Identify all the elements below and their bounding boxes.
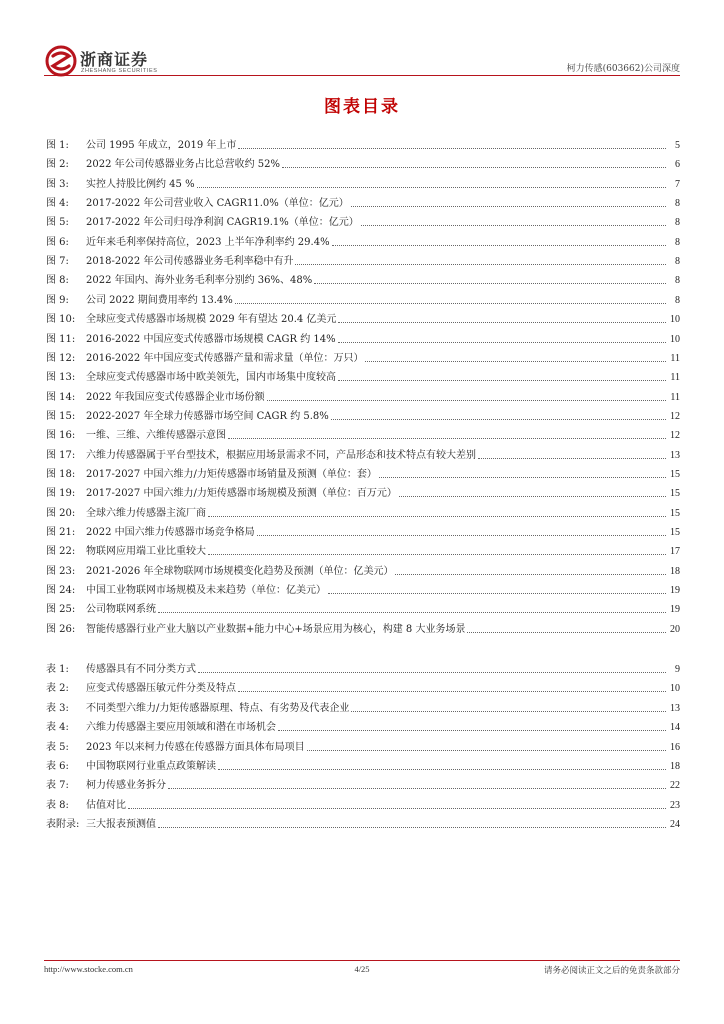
entry-page-number: 8	[675, 275, 680, 287]
entry-label: 图 14:	[46, 391, 76, 403]
entry-page-number: 17	[670, 546, 680, 558]
dot-leader	[218, 769, 666, 770]
entry-title: 2022 年公司传感器业务占比总营收约 52%	[86, 159, 281, 171]
figure-entry[interactable]	[46, 405, 680, 423]
entry-page-number: 19	[670, 604, 680, 616]
page-header	[0, 0, 724, 80]
entry-title: 公司物联网系统	[86, 604, 156, 616]
entry-title: 近年来毛利率保持高位，2023 上半年净利率约 29.4%	[86, 236, 330, 248]
entry-page-number: 8	[675, 198, 680, 210]
dot-leader	[228, 438, 666, 439]
figure-entry[interactable]	[46, 502, 680, 520]
figure-entry[interactable]	[46, 269, 680, 287]
entry-label: 表 5:	[46, 741, 69, 753]
entry-title: 2022-2027 年全球力传感器市场空间 CAGR 约 5.8%	[86, 410, 329, 422]
dot-leader	[399, 496, 666, 497]
dot-leader	[365, 361, 666, 362]
entry-page-number: 10	[670, 683, 680, 695]
table-entry[interactable]	[46, 794, 680, 812]
entry-title: 公司 2022 期间费用率约 13.4%	[86, 294, 233, 306]
entry-title: 2017-2027 中国六维力/力矩传感器市场销量及预测（单位：套）	[86, 468, 377, 480]
entry-title: 2022 年国内、海外业务毛利率分别约 36%、48%	[86, 275, 313, 287]
entry-label: 图 11:	[46, 333, 76, 345]
figure-entry[interactable]	[46, 231, 680, 249]
entry-title: 不同类型六维力/力矩传感器原理、特点、有劣势及代表企业	[86, 702, 350, 714]
entry-title: 传感器具有不同分类方式	[86, 664, 196, 675]
entry-page-number: 9	[675, 664, 680, 675]
table-entry[interactable]	[46, 716, 680, 734]
entry-label: 图 2:	[46, 159, 69, 171]
figure-entry[interactable]	[46, 308, 680, 326]
entry-label: 表附录:	[46, 819, 80, 831]
entry-page-number: 15	[670, 468, 680, 480]
figure-entry[interactable]	[46, 560, 680, 578]
entry-title: 2017-2022 年公司营业收入 CAGR11.0%（单位：亿元）	[86, 198, 349, 210]
dot-leader	[331, 419, 666, 420]
entry-label: 图 1:	[46, 140, 69, 151]
figure-entry[interactable]	[46, 598, 680, 616]
entry-page-number: 8	[675, 256, 680, 268]
entry-label: 图 16:	[46, 430, 76, 442]
entry-label: 表 1:	[46, 664, 69, 675]
entry-title: 2021-2026 年全球物联网市场规模变化趋势及预测（单位：亿美元）	[86, 565, 394, 577]
entry-title: 六维力传感器属于平台型技术，根据应用场景需求不同，产品形态和技术特点有较大差别	[86, 449, 476, 461]
dot-leader	[257, 535, 666, 536]
entry-page-number: 24	[670, 819, 680, 831]
figure-entry[interactable]	[46, 482, 680, 500]
entry-title: 应变式传感器压敏元件分类及特点	[86, 683, 236, 695]
entry-label: 表 6:	[46, 761, 69, 772]
dot-leader	[361, 225, 666, 226]
dot-leader	[328, 593, 666, 594]
figure-entry[interactable]	[46, 540, 680, 558]
entry-label: 表 8:	[46, 799, 69, 811]
entry-title: 全球六维力传感器主流厂商	[86, 507, 206, 519]
entry-title: 实控人持股比例约 45 %	[86, 178, 195, 190]
dot-leader	[158, 612, 666, 613]
figure-entry[interactable]	[46, 192, 680, 210]
entry-title: 估值对比	[86, 799, 126, 811]
dot-leader	[267, 400, 666, 401]
entry-label: 图 21:	[46, 527, 76, 538]
logo-text-cn: 浙商证券	[80, 50, 149, 69]
figure-entry[interactable]	[46, 250, 680, 268]
dot-leader	[395, 574, 666, 575]
entry-page-number: 15	[670, 507, 680, 519]
dot-leader	[168, 788, 666, 789]
footer-page-number: 4/25	[354, 964, 370, 974]
entry-label: 图 24:	[46, 585, 76, 597]
footer-divider	[44, 960, 680, 961]
entry-title: 六维力传感器主要应用领域和潜在市场机会	[86, 722, 276, 734]
entry-page-number: 8	[675, 294, 680, 306]
dot-leader	[314, 283, 666, 284]
entry-label: 图 13:	[46, 372, 76, 384]
entry-label: 图 20:	[46, 507, 76, 519]
entry-label: 图 4:	[46, 198, 69, 210]
entry-page-number: 13	[670, 449, 680, 461]
entry-label: 表 2:	[46, 683, 69, 695]
entry-title: 2022 年我国应变式传感器企业市场份额	[86, 391, 265, 403]
entry-page-number: 22	[670, 780, 680, 792]
figure-entry[interactable]	[46, 521, 680, 539]
entry-label: 图 12:	[46, 352, 76, 364]
dot-leader	[235, 303, 666, 304]
entry-title: 中国工业物联网市场规模及未来趋势（单位：亿美元）	[86, 585, 326, 597]
header-divider	[44, 75, 680, 76]
entry-page-number: 16	[670, 741, 680, 753]
dot-leader	[208, 554, 666, 555]
entry-label: 图 25:	[46, 604, 76, 616]
figure-entry[interactable]	[46, 328, 680, 346]
figure-entry[interactable]	[46, 386, 680, 404]
table-entry[interactable]	[46, 813, 680, 831]
entry-title: 2022 中国六维力传感器市场竞争格局	[86, 527, 255, 538]
entry-page-number: 18	[670, 565, 680, 577]
entry-page-number: 23	[670, 799, 680, 811]
figure-entry[interactable]	[46, 618, 680, 636]
dot-leader	[332, 245, 666, 246]
dot-leader	[295, 264, 666, 265]
figure-entry[interactable]	[46, 366, 680, 384]
entry-title: 2017-2027 中国六维力/力矩传感器市场规模及预测（单位：百万元）	[86, 488, 397, 500]
entry-page-number: 5	[675, 140, 680, 151]
dot-leader	[379, 477, 666, 478]
entry-label: 图 5:	[46, 217, 69, 229]
dot-leader	[351, 206, 666, 207]
entry-label: 表 3:	[46, 702, 69, 714]
table-entry[interactable]	[46, 736, 680, 754]
dot-leader	[307, 750, 666, 751]
entry-label: 图 19:	[46, 488, 76, 500]
footer-disclaimer: 请务必阅读正文之后的免责条款部分	[543, 966, 680, 976]
entry-page-number: 6	[675, 159, 680, 171]
dot-leader	[338, 322, 666, 323]
dot-leader	[478, 458, 666, 459]
entry-page-number: 8	[675, 217, 680, 229]
figure-entry[interactable]	[46, 211, 680, 229]
figure-entry[interactable]	[46, 579, 680, 597]
entry-title: 一维、三维、六维传感器示意图	[86, 430, 226, 442]
table-entry[interactable]	[46, 677, 680, 695]
entry-page-number: 15	[670, 527, 680, 538]
entry-title: 2016-2022 中国应变式传感器市场规模 CAGR 约 14%	[86, 333, 336, 345]
entry-label: 图 6:	[46, 236, 69, 248]
entry-title: 2018-2022 年公司传感器业务毛利率稳中有升	[86, 256, 294, 268]
entry-label: 图 18:	[46, 468, 76, 480]
entry-page-number: 13	[670, 702, 680, 714]
entry-label: 图 10:	[46, 314, 76, 326]
table-entry[interactable]	[46, 774, 680, 792]
entry-title: 柯力传感业务拆分	[86, 780, 166, 792]
entry-page-number: 14	[670, 722, 680, 734]
table-entry[interactable]	[46, 755, 680, 773]
entry-label: 图 7:	[46, 256, 69, 268]
entry-page-number: 20	[670, 623, 680, 635]
table-entry[interactable]	[46, 697, 680, 715]
entry-label: 图 22:	[46, 546, 76, 558]
entry-label: 图 8:	[46, 275, 69, 287]
entry-label: 图 9:	[46, 294, 69, 306]
entry-page-number: 12	[670, 410, 680, 422]
entry-label: 图 15:	[46, 410, 76, 422]
logo-text-en: ZHESHANG SECURITIES	[81, 68, 158, 74]
entry-label: 表 4:	[46, 722, 69, 734]
entry-page-number: 11	[670, 372, 680, 384]
entry-page-number: 15	[670, 488, 680, 500]
entry-title: 2016-2022 年中国应变式传感器产量和需求量（单位：万只）	[86, 352, 364, 364]
figure-entry[interactable]	[46, 424, 680, 442]
entry-label: 图 26:	[46, 623, 76, 635]
entry-title: 物联网应用端工业比重较大	[86, 546, 206, 558]
entry-label: 图 3:	[46, 178, 69, 190]
dot-leader	[238, 691, 666, 692]
page-title: 图表目录	[324, 97, 400, 117]
dot-leader	[198, 672, 666, 673]
entry-label: 图 23:	[46, 565, 76, 577]
entry-page-number: 18	[670, 761, 680, 772]
figure-entry[interactable]	[46, 134, 680, 152]
dot-leader	[351, 711, 666, 712]
entry-title: 2023 年以来柯力传感在传感器方面具体布局项目	[86, 741, 305, 753]
entry-page-number: 10	[670, 333, 680, 345]
entry-page-number: 7	[675, 178, 680, 190]
entry-title: 公司 1995 年成立，2019 年上市	[86, 140, 237, 151]
dot-leader	[282, 167, 666, 168]
dot-leader	[128, 808, 666, 809]
figure-entry[interactable]	[46, 444, 680, 462]
entry-page-number: 11	[670, 391, 680, 403]
entry-page-number: 10	[670, 314, 680, 326]
figure-entry[interactable]	[46, 463, 680, 481]
dot-leader	[158, 827, 666, 828]
entry-title: 全球应变式传感器市场中欧美领先，国内市场集中度较高	[86, 372, 336, 384]
figure-entry[interactable]	[46, 153, 680, 171]
figure-entry[interactable]	[46, 289, 680, 307]
figure-entry[interactable]	[46, 173, 680, 191]
entry-title: 智能传感器行业产业大脑以产业数据+能力中心+场景应用为核心，构建 8 大业务场景	[86, 623, 466, 635]
zheshang-logo-icon	[44, 44, 78, 78]
entry-page-number: 8	[675, 236, 680, 248]
entry-page-number: 12	[670, 430, 680, 442]
entry-title: 三大报表预测值	[86, 819, 156, 831]
entry-label: 图 17:	[46, 449, 76, 461]
dot-leader	[238, 148, 666, 149]
document-label: 柯力传感(603662)公司深度	[566, 64, 680, 74]
figure-entry[interactable]	[46, 347, 680, 365]
entry-page-number: 19	[670, 585, 680, 597]
footer-url[interactable]: http://www.stocke.com.cn	[44, 964, 133, 974]
dot-leader	[338, 380, 666, 381]
entry-title: 2017-2022 年公司归母净利润 CAGR19.1%（单位：亿元）	[86, 217, 359, 229]
table-entry[interactable]	[46, 658, 680, 676]
dot-leader	[338, 342, 666, 343]
dot-leader	[278, 730, 666, 731]
dot-leader	[197, 187, 666, 188]
entry-title: 中国物联网行业重点政策解读	[86, 761, 216, 772]
entry-label: 表 7:	[46, 780, 69, 792]
dot-leader	[467, 632, 666, 633]
entry-title: 全球应变式传感器市场规模 2029 年有望达 20.4 亿美元	[86, 314, 337, 326]
entry-page-number: 11	[670, 352, 680, 364]
dot-leader	[208, 516, 666, 517]
